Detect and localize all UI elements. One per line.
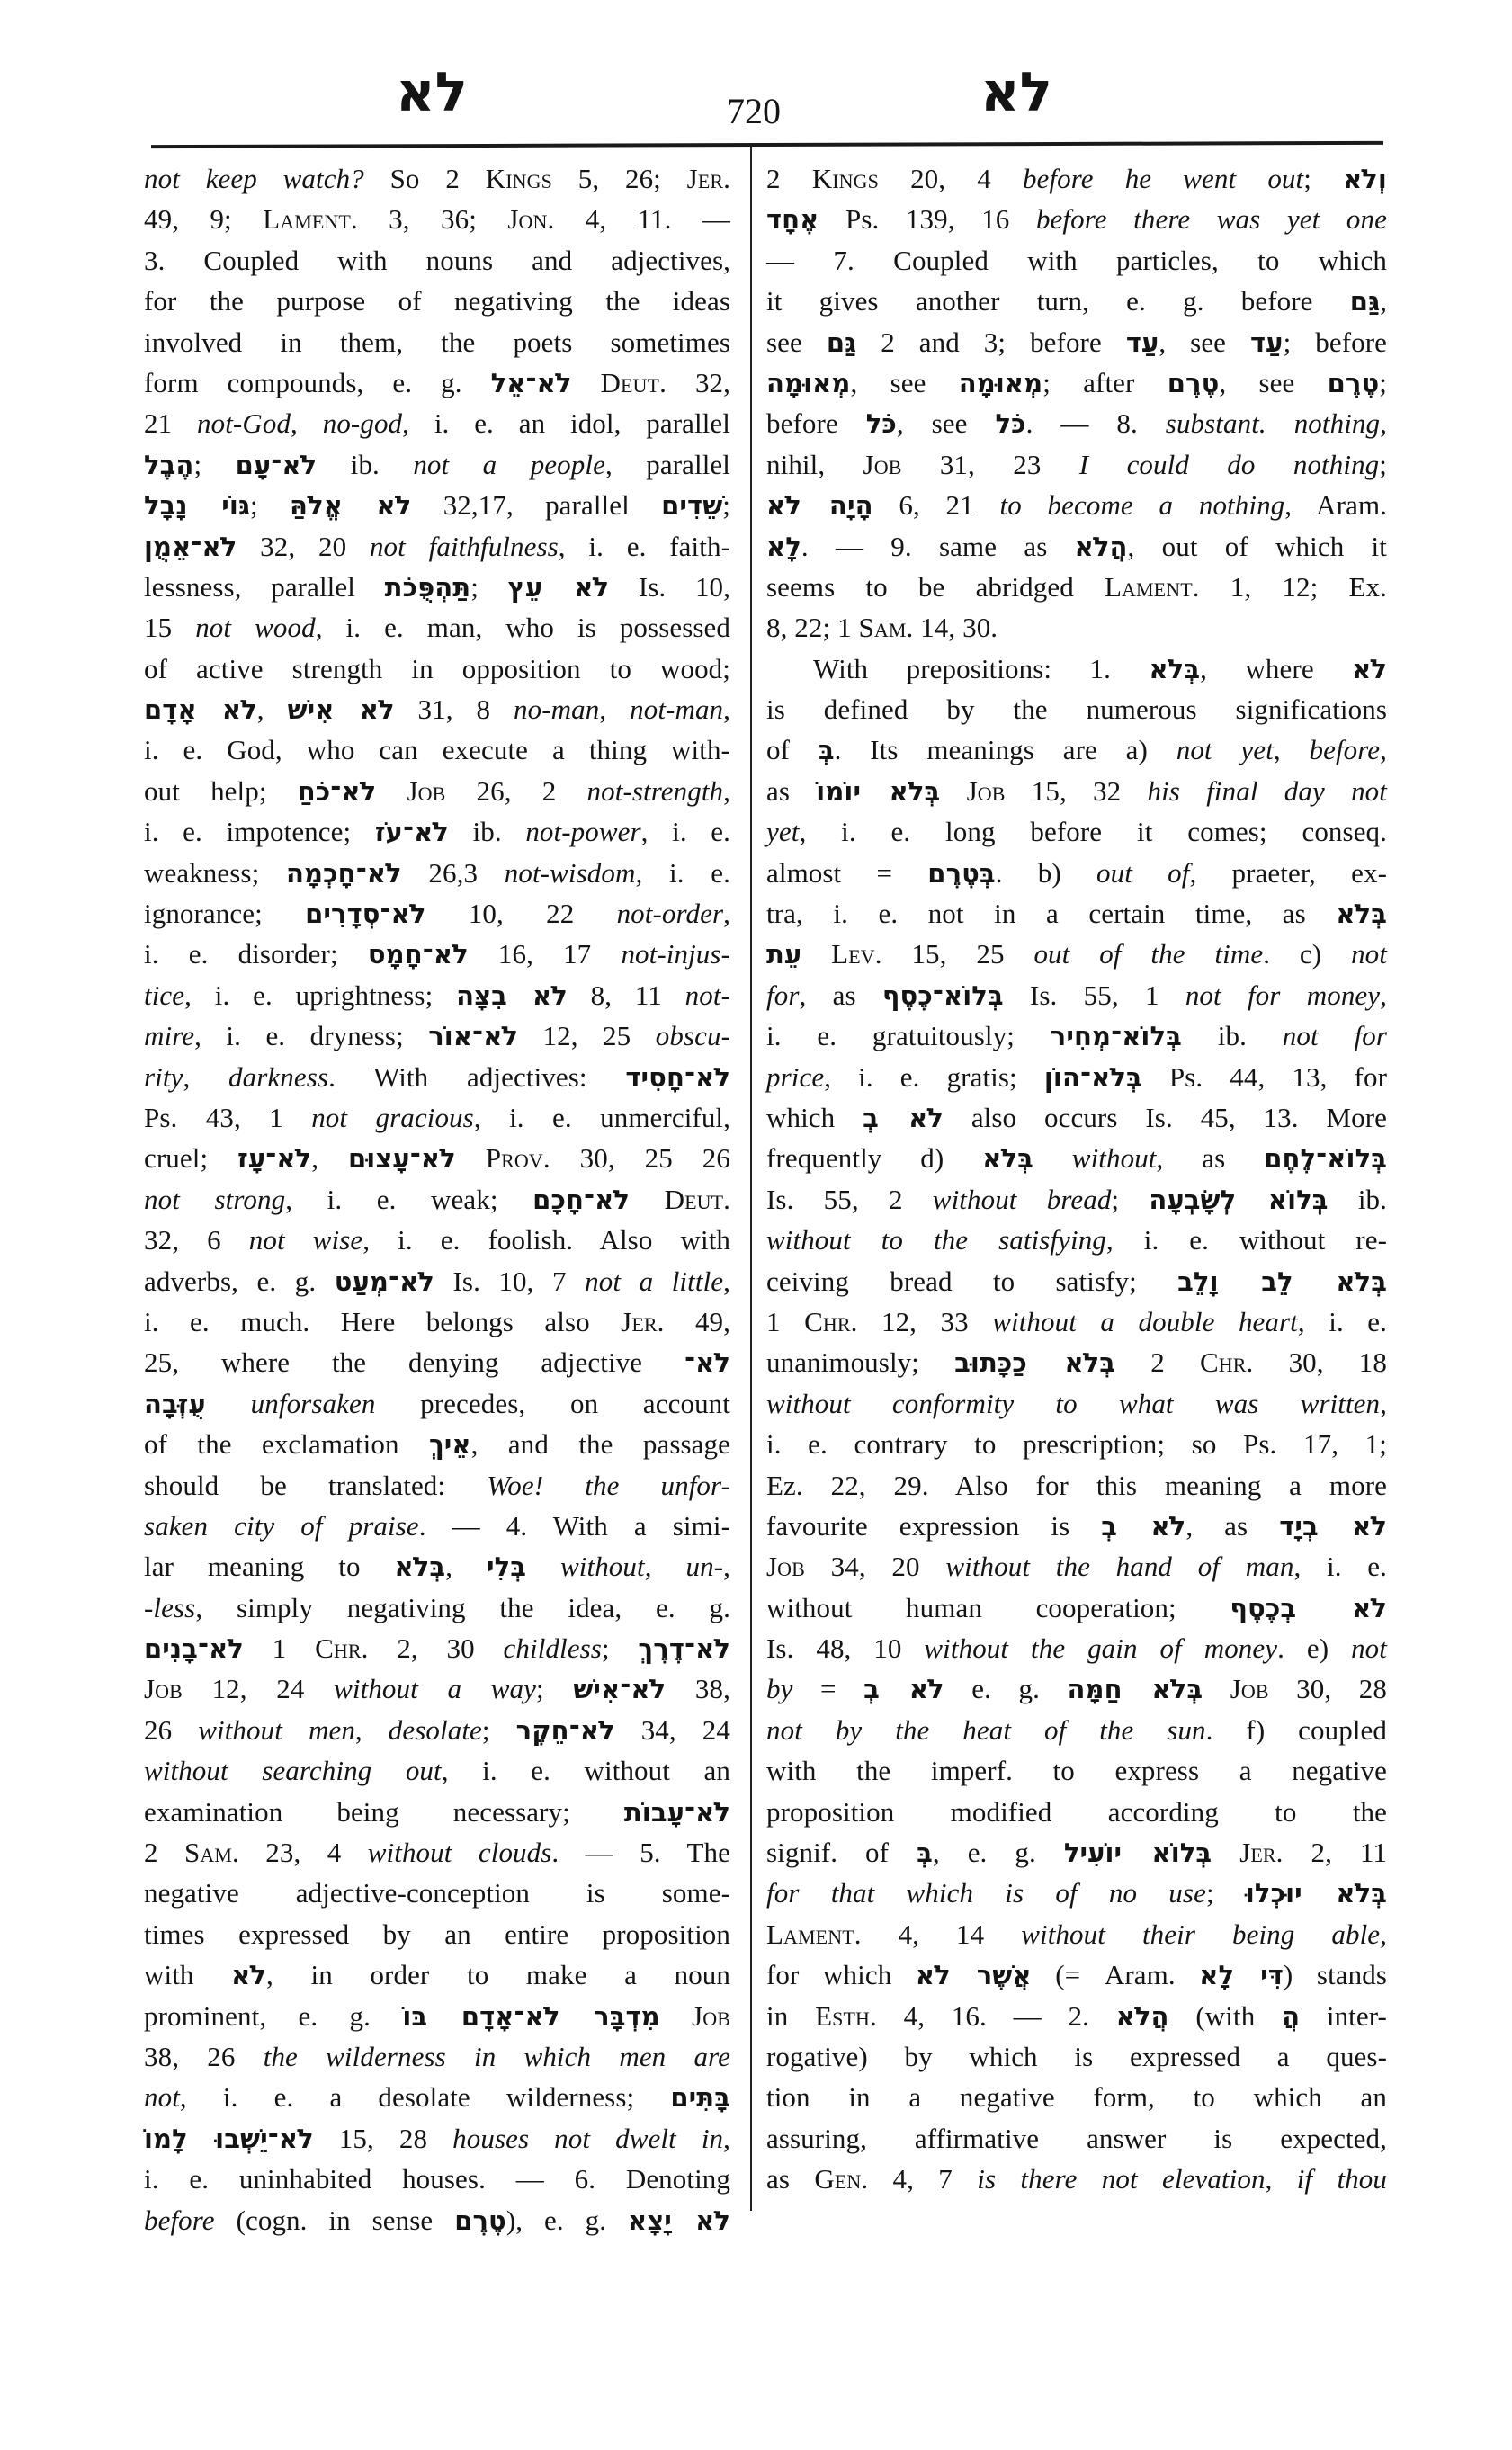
text-line: seems to be abridged Lament. 1, 12; Ex. [766,570,1387,603]
text-line: 1 Chr. 12, 33 without a double heart, i. e. [766,1305,1387,1337]
text-line: unanimously; בְּלֹא כַכָּתוּב 2 Chr. 30, 18 [766,1346,1387,1379]
text-line: 2 Kings 20, 4 before he went out; וְלֹא [766,163,1387,194]
text-line: frequently d) בְּלֹא without, as בְּלוֹא־לֶחֶם [766,1142,1387,1175]
text-line: i. e. contrary to prescription; so Ps. 17, 1; [766,1428,1387,1461]
text-line: tion in a negative form, to which an [766,2081,1387,2114]
text-line: With prepositions: 1. בְּלֹא, where לֹא [813,652,1388,684]
text-line: i. e. uninhabited houses. — 6. Denoting [144,2163,730,2195]
text-line: by = לֹא בְ e. g. בְּלֹא חַמָּה Job 30, 28 [766,1673,1387,1705]
text-line: signif. of בְּ, e. g. בְּלוֹא יוֹעִיל Jer. 2, 11 [766,1837,1387,1869]
text-line: out help; לֹא־כֹחַ Job 26, 2 not-strength, [144,774,730,807]
text-line: for, as בְּלוֹא־כֶסֶף Is. 55, 1 not for money, [766,979,1387,1011]
text-line: as בְּלֹא יוֹמוֹ Job 15, 32 his final day not [766,774,1387,807]
text-line: tra, i. e. not in a certain time, as בְּלֹא [766,898,1387,930]
text-line: tice, i. e. uprightness; לֹא בִצָּה 8, 11 not- [144,979,730,1011]
text-line: not by the heat of the sun. f) coupled [766,1713,1387,1746]
text-line: is defined by the numerous significations [766,693,1387,726]
text-line: Ez. 22, 29. Also for this meaning a more [766,1469,1387,1501]
text-line: of the exclamation אֵיךְ, and the passage [144,1428,730,1461]
text-line: with the imperf. to express a negative [766,1755,1387,1787]
text-line: of active strength in opposition to wood; [144,652,730,684]
text-line: Job 34, 20 without the hand of man, i. e. [766,1551,1387,1583]
text-line: Lament. 4, 14 without their being able, [766,1918,1387,1950]
text-line: proposition modified according to the [766,1795,1387,1828]
text-line: which לֹא בְ also occurs Is. 45, 13. More [766,1101,1388,1133]
text-line: for that which is of no use; בְּלֹא יוּכְלוּ [766,1877,1387,1909]
text-line: הֶבֶל; לֹא־עָם ib. not a people, parallel [144,448,730,480]
text-line: — 7. Coupled with particles, to which [766,244,1387,276]
text-line: not strong, i. e. weak; לֹא־חָכָם Deut. [144,1183,730,1215]
headword-right: לא [980,61,1052,124]
header-rule [151,141,1383,148]
text-line: i. e. much. Here belongs also Jer. 49, [144,1305,730,1337]
text-line: times expressed by an entire proposition [144,1918,730,1950]
text-line: ceiving bread to satisfy; בְּלֹא לֵב וָלֵב [766,1265,1387,1297]
text-line: prominent, e. g. מִדְבָּר לֹא־אָדָם בּוֹ Job [144,1999,730,2032]
text-line: לָא. — 9. same as הֲלֹא, out of which it [766,530,1387,562]
text-line: i. e. impotence; לֹא־עֹז ib. not-power, i. e. [144,816,730,848]
text-line: ignorance; לֹא־סְדָרִים 10, 22 not-order, [144,898,730,930]
text-line: for the purpose of negativing the ideas [144,285,730,317]
right-column [766,158,1387,2200]
text-line: עֻזְּבָה unforsaken precedes, on account [144,1387,730,1419]
text-line: גּוֹי נָבָל; לֹא אֱלֹהַּ 32,17, parallel שֵׁדִים; [144,489,730,522]
text-line: cruel; לֹא־עָז, לֹא־עָצוּם Prov. 30, 25 26 [144,1142,730,1175]
text-line: 8, 22; 1 Sam. 14, 30. [766,612,998,644]
text-line: לֹא־בָנִים 1 Chr. 2, 30 childless; לֹא־דֶרֶךְ [144,1632,730,1665]
text-line: with לֹא, in order to make a noun [144,1959,730,1991]
text-line: אֶחָד Ps. 139, 16 before there was yet one [766,203,1387,236]
text-line: מְאוּמָה, see מְאוּמָה; after טֶרֶם, see טֶרֶם; [766,366,1388,398]
headword-left: לא [396,61,468,124]
text-line: 49, 9; Lament. 3, 36; Jon. 4, 11. — [144,203,730,236]
text-line: 26 without men, desolate; לֹא־חֵקֶר 34, 24 [144,1713,730,1746]
text-line: rogative) by which is expressed a ques- [766,2040,1387,2072]
text-line: not, i. e. a desolate wilderness; בָּתִּים [144,2081,730,2114]
text-line: as Gen. 4, 7 is there not elevation, if thou [766,2163,1387,2195]
text-line: form compounds, e. g. לֹא־אֵל Deut. 32, [144,366,730,398]
text-line: for which אֲשֶׁר לֹא (= Aram. דִּי לָא) stands [766,1959,1388,1991]
text-line: עֵת Lev. 15, 25 out of the time. c) not [766,938,1387,970]
text-line: 15 not wood, i. e. man, who is possessed [144,612,731,644]
text-line: mire, i. e. dryness; לֹא־אוֹר 12, 25 obscu- [144,1020,730,1052]
text-line: without human cooperation; לֹא בְכֶסֶף [766,1591,1387,1623]
text-line: lessness, parallel תַּהְפֻּכֹת; לֹא עֵץ Is. 10, [144,570,731,603]
text-line: -less, simply negativing the idea, e. g. [144,1591,730,1623]
text-line: לֹא אָדָם, לֹא אִישׁ 31, 8 no-man, not-man, [144,693,731,726]
text-line: not keep watch? So 2 Kings 5, 26; Jer. [144,163,730,194]
text-line: Job 12, 24 without a way; לֹא־אִישׁ 38, [144,1673,730,1705]
text-line: adverbs, e. g. לֹא־מְעַט Is. 10, 7 not a little, [144,1265,731,1297]
text-line: before כֹּל, see כֹּל. — 8. substant. nothing, [766,407,1387,440]
text-line: lar meaning to בְּלֹא, בְּלִי without, un-, [144,1551,730,1583]
text-line: לֹא־יֵשְׁבוּ לָמוֹ 15, 28 houses not dwelt in, [144,2122,731,2154]
text-line: assuring, affirmative answer is expected, [766,2122,1387,2154]
text-line: should be translated: Woe! the unfor- [144,1469,730,1501]
text-line: i. e. God, who can execute a thing with- [144,734,730,766]
text-line: 25, where the denying adjective לֹא־ [144,1346,730,1379]
text-line: in Esth. 4, 16. — 2. הֲלֹא (with הֲ inter- [766,1999,1387,2032]
text-line: i. e. disorder; לֹא־חָמָס 16, 17 not-injus- [144,938,730,970]
text-line: examination being necessary; לֹא־עָבוֹת [144,1795,730,1828]
text-line: favourite expression is לֹא בְ, as לֹא בְיָד [766,1509,1388,1542]
page-header [0,0,1512,144]
text-line: הָיָה לֹא 6, 21 to become a nothing, Aram. [766,489,1388,522]
text-line: 2 Sam. 23, 4 without clouds. — 5. The [144,1837,730,1869]
text-line: of בְּ. Its meanings are a) not yet, before, [766,734,1388,766]
text-line: Ps. 43, 1 not gracious, i. e. unmerciful, [144,1101,730,1133]
text-line: yet, i. e. long before it comes; conseq. [766,816,1387,848]
text-line: Is. 55, 2 without bread; בְּלוֹא לְשָׂבְעָה ib. [766,1183,1387,1215]
text-line: rity, darkness. With adjectives: לֹא־חָסִיד [144,1060,730,1093]
text-line: almost = בְּטֶרֶם. b) out of, praeter, ex- [766,856,1387,889]
page-number: 720 [727,91,781,131]
text-line: 38, 26 the wilderness in which men are [144,2040,730,2072]
text-line: 32, 6 not wise, i. e. foolish. Also with [144,1224,731,1256]
column-divider [750,147,752,2211]
text-line: price, i. e. gratis; בְּלֹא־הוֹן Ps. 44, 13, for [766,1060,1387,1093]
text-line: 21 not-God, no-god, i. e. an idol, parallel [144,407,731,440]
text-line: saken city of praise. — 4. With a simi- [144,1509,730,1542]
text-line: before (cogn. in sense טֶרֶם), e. g. לֹא יָצָא [144,2204,731,2236]
left-column [144,158,730,2240]
text-line: without conformity to what was written, [766,1387,1387,1419]
text-line: without to the satisfying, i. e. without re- [766,1224,1388,1256]
text-line: without searching out, i. e. without an [144,1755,730,1787]
text-line: negative adjective-conception is some- [144,1877,730,1909]
text-line: it gives another turn, e. g. before גַּם, [766,285,1387,317]
text-line: i. e. gratuitously; בְּלוֹא־מְחִיר ib. not for [766,1020,1387,1052]
text-line: nihil, Job 31, 23 I could do nothing; [766,448,1387,480]
text-line: לֹא־אֵמֻן 32, 20 not faithfulness, i. e. faith- [144,530,730,562]
text-line: see גַּם 2 and 3; before עַד, see עַד; before [766,326,1388,358]
text-line: Is. 48, 10 without the gain of money. e) not [766,1632,1387,1665]
text-line: 3. Coupled with nouns and adjectives, [144,244,730,276]
text-line: weakness; לֹא־חָכְמָה 26,3 not-wisdom, i. e. [144,856,731,889]
text-line: involved in them, the poets sometimes [144,326,730,358]
